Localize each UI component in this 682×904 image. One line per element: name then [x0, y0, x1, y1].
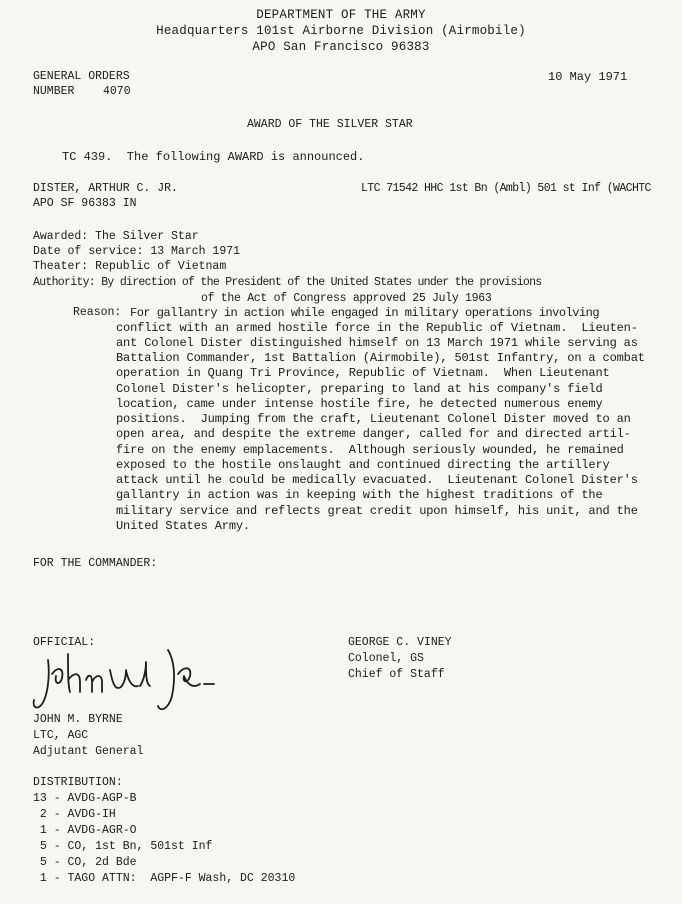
distribution-item: 1 - TAGO ATTN: AGPF-F Wash, DC 20310 [33, 872, 296, 885]
reason-line: gallantry in action was in keeping with the highest traditions of the [116, 488, 603, 502]
distribution-item: 1 - AVDG-AGR-O [33, 824, 137, 837]
distribution-item: 13 - AVDG-AGP-B [33, 792, 137, 805]
reason-line: open area, and despite the extreme danger, called for and directed artil- [116, 427, 631, 441]
tc-announcement: TC 439. The following AWARD is announced. [62, 150, 365, 164]
order-date: 10 May 1971 [548, 70, 628, 84]
general-orders-label: GENERAL ORDERS [33, 70, 130, 83]
official-rank: LTC, AGC [33, 729, 89, 742]
header-division: Headquarters 101st Airborne Division (Airmobile) [156, 24, 526, 38]
reason-line: attack until he could be medically evacuated. Lieutenant Colonel Dister's [116, 473, 638, 487]
authority-continuation: of the Act of Congress approved 25 July 1963 [201, 292, 492, 305]
authority-field: Authority: By direction of the President of the United States under the provisions [33, 276, 542, 289]
distribution-item: 5 - CO, 2d Bde [33, 856, 137, 869]
reason-line: location, came under intense hostile fire, he detected numerous enemy [116, 397, 603, 411]
recipient-unit: LTC 71542 HHC 1st Bn (Ambl) 501 st Inf (WACHTC [361, 182, 651, 195]
reason-line: operation in Quang Tri Province, Republic of Vietnam. When Lieutenant [116, 366, 610, 380]
reason-line: military service and reflects great credit upon himself, his unit, and the [116, 504, 638, 518]
order-number: 4070 [103, 85, 131, 98]
awarded-field: Awarded: The Silver Star [33, 230, 199, 243]
reason-line: exposed to the hostile onslaught and continued directing the artillery [116, 458, 610, 472]
date-of-service-field: Date of service: 13 March 1971 [33, 245, 241, 258]
reason-line: Colonel Dister's helicopter, preparing to land at his company's field [116, 382, 603, 396]
reason-line: For gallantry in action while engaged in military operations involving [130, 306, 600, 320]
reason-line: ant Colonel Dister distinguished himself on 13 March 1971 while serving as [116, 336, 638, 350]
for-the-commander: FOR THE COMMANDER: [33, 557, 158, 570]
header-apo: APO San Francisco 96383 [252, 40, 430, 54]
chief-title: Chief of Staff [348, 668, 445, 681]
chief-name: GEORGE C. VINEY [348, 636, 452, 649]
theater-field: Theater: Republic of Vietnam [33, 260, 227, 273]
official-label: OFFICIAL: [33, 636, 96, 649]
distribution-label: DISTRIBUTION: [33, 776, 123, 789]
reason-line: Battalion Commander, 1st Battalion (Airmobile), 501st Infantry, on a combat [116, 351, 645, 365]
reason-label: Reason: [73, 306, 122, 319]
chief-rank: Colonel, GS [348, 652, 424, 665]
reason-line: positions. Jumping from the craft, Lieutenant Colonel Dister moved to an [116, 412, 631, 426]
award-title: AWARD OF THE SILVER STAR [247, 118, 413, 131]
recipient-name: DISTER, ARTHUR C. JR. [33, 182, 178, 195]
reason-line: fire on the enemy emplacements. Although seriously wounded, he remained [116, 443, 624, 457]
reason-line: United States Army. [116, 519, 250, 533]
header-department: DEPARTMENT OF THE ARMY [256, 8, 426, 22]
number-label: NUMBER [33, 85, 75, 98]
handwritten-signature [28, 640, 218, 718]
official-title: Adjutant General [33, 745, 144, 758]
distribution-item: 2 - AVDG-IH [33, 808, 116, 821]
recipient-apo: APO SF 96383 IN [33, 197, 137, 210]
official-name: JOHN M. BYRNE [33, 713, 123, 726]
distribution-item: 5 - CO, 1st Bn, 501st Inf [33, 840, 213, 853]
reason-line: conflict with an armed hostile force in the Republic of Vietnam. Lieuten- [116, 321, 638, 335]
